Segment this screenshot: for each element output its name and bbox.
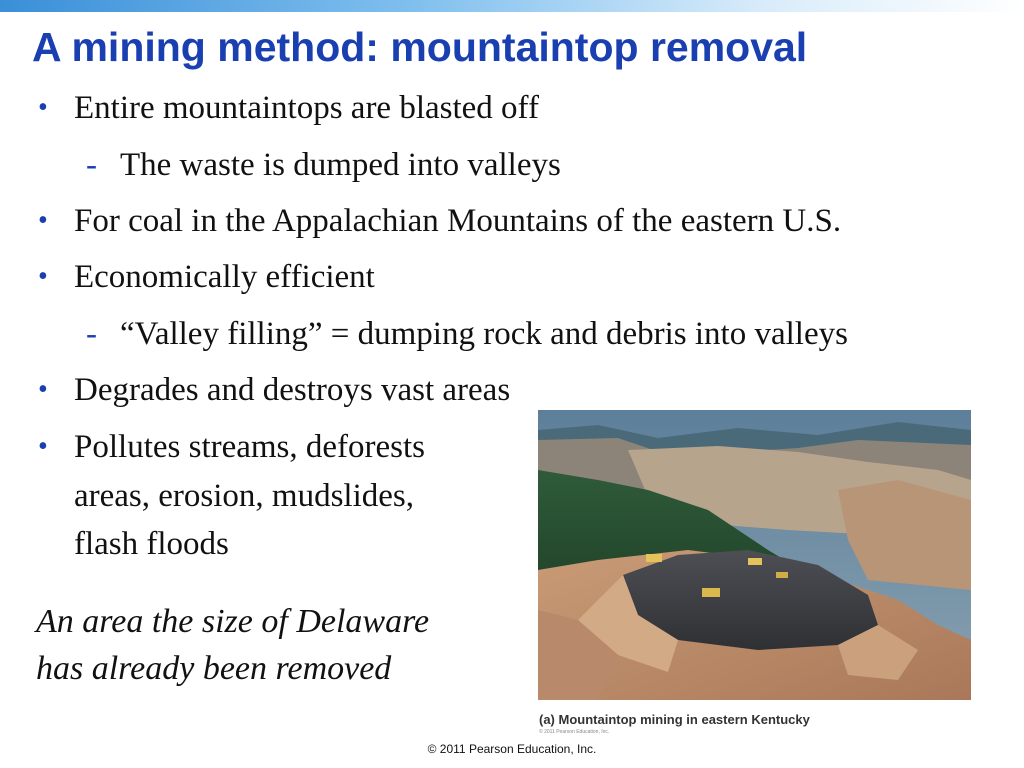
italic-note-line: An area the size of Delaware bbox=[36, 603, 430, 640]
italic-note-line: has already been removed bbox=[36, 650, 392, 687]
bullet-item: Degrades and destroys vast areas bbox=[74, 372, 511, 408]
slide-title: A mining method: mountaintop removal bbox=[32, 24, 808, 70]
bullet-item: Economically efficient bbox=[74, 259, 375, 295]
bullet-item-line: Pollutes streams, deforests bbox=[74, 429, 426, 465]
copyright-footer: © 2011 Pearson Education, Inc. bbox=[427, 742, 597, 756]
mountaintop-mining-photo bbox=[538, 410, 971, 700]
bullet-item: Entire mountaintops are blasted off bbox=[74, 90, 539, 126]
sub-bullet-item: “Valley filling” = dumping rock and debris into valleys bbox=[120, 316, 848, 352]
sub-bullet-icon: - bbox=[86, 316, 97, 352]
figure-caption: (a) Mountaintop mining in eastern Kentucky bbox=[539, 712, 810, 727]
bullet-item-line: areas, erosion, mudslides, bbox=[74, 478, 415, 514]
bullet-item: For coal in the Appalachian Mountains of the eastern U.S. bbox=[74, 203, 842, 239]
bullet-icon: • bbox=[38, 92, 48, 123]
bullet-item-line: flash floods bbox=[74, 526, 229, 562]
bullet-icon: • bbox=[38, 374, 48, 405]
sub-bullet-icon: - bbox=[86, 147, 97, 183]
sub-bullet-item: The waste is dumped into valleys bbox=[120, 147, 561, 183]
bullet-icon: • bbox=[38, 431, 48, 462]
figure-credit: © 2011 Pearson Education, Inc. bbox=[539, 729, 610, 735]
bullet-icon: • bbox=[38, 205, 48, 236]
bullet-icon: • bbox=[38, 261, 48, 292]
header-gradient-bar bbox=[0, 0, 1024, 12]
